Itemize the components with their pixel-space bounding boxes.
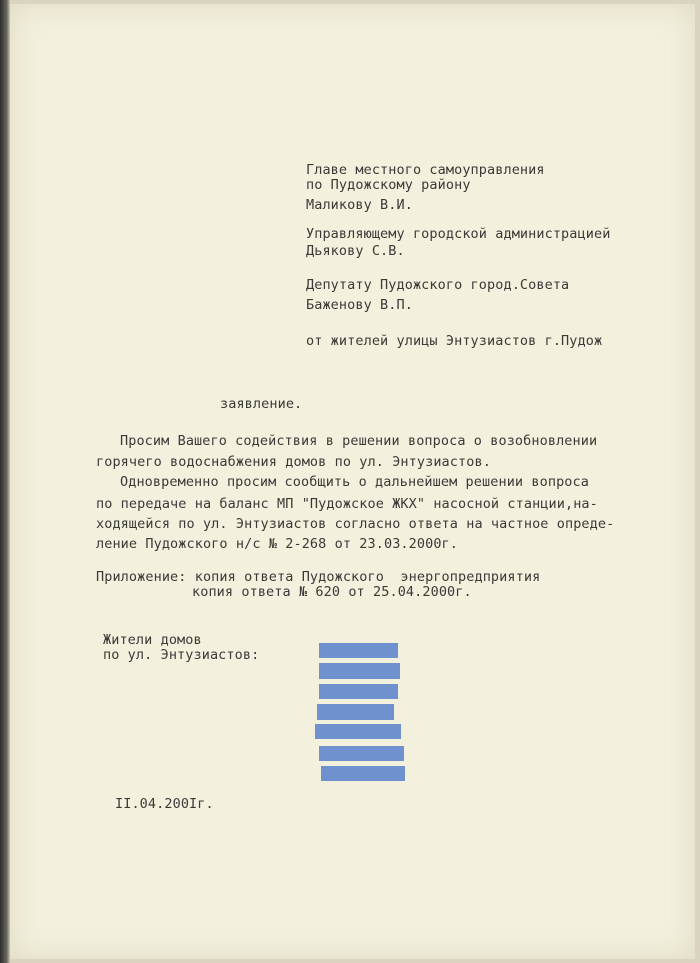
- body-p1-line-2: горячего водоснабжения домов по ул. Энтузиастов.: [96, 454, 491, 470]
- redacted-signature-5: [315, 724, 401, 739]
- addressee-line-2: по Пудожскому району: [306, 177, 471, 193]
- signers-line-1: Жители домов: [103, 632, 202, 648]
- addressee-line-7: Баженову В.П.: [306, 297, 413, 313]
- addressee-line-3: Маликову В.И.: [306, 197, 413, 213]
- body-p2-line-2: по передаче на баланс МП "Пудожское ЖКХ" насосной станции,на-: [96, 496, 598, 512]
- redacted-signature-2: [319, 663, 400, 679]
- redacted-signature-3: [319, 684, 398, 699]
- addressee-line-4: Управляющему городской администрацией: [306, 226, 611, 242]
- redacted-signature-7: [321, 766, 405, 781]
- signers-line-2: по ул. Энтузиастов:: [103, 647, 260, 663]
- body-p2-line-1: Одновременно просим сообщить о дальнейшем решении вопроса: [120, 474, 589, 490]
- addressee-line-1: Главе местного самоуправления: [306, 162, 545, 178]
- document-date: II.04.200Iг.: [115, 796, 214, 812]
- body-p2-line-4: ление Пудожского н/с № 2-268 от 23.03.2000г.: [96, 536, 459, 552]
- body-p1-line-1: Просим Вашего содействия в решении вопроса о возобновлении: [120, 433, 598, 449]
- addressee-line-5: Дьякову С.В.: [306, 243, 405, 259]
- body-p2-line-3: ходящейся по ул. Энтузиастов согласно ответа на частное опреде-: [96, 516, 615, 532]
- redacted-signature-1: [319, 643, 398, 658]
- redacted-signature-6: [319, 746, 404, 761]
- sender-line: от жителей улицы Энтузиастов г.Пудож: [306, 333, 603, 349]
- redacted-signature-4: [317, 704, 394, 720]
- document-title: заявление.: [220, 396, 303, 412]
- addressee-line-6: Депутату Пудожского город.Совета: [306, 277, 570, 293]
- scan-edge: [0, 0, 10, 963]
- attachment-line-2: копия ответа № 620 от 25.04.2000г.: [192, 584, 472, 600]
- attachment-line-1: Приложение: копия ответа Пудожского энергопредприятия: [96, 569, 541, 585]
